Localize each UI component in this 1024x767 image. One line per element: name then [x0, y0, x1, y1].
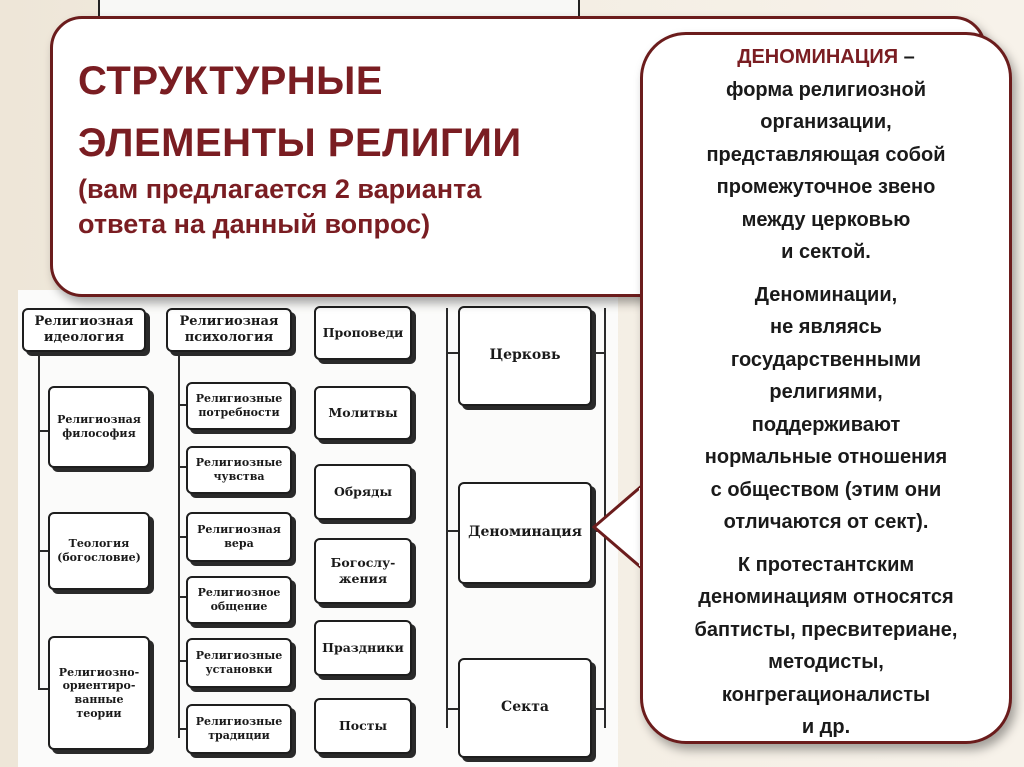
node-religious-feelings — [186, 446, 292, 494]
node-rites — [314, 464, 412, 520]
node-text: Теология — [68, 537, 130, 551]
term-dash: – — [898, 46, 915, 68]
node-prayers — [314, 386, 412, 440]
node-text: Богослу- — [330, 555, 396, 571]
node-religious-attitudes — [186, 638, 292, 688]
node-text: общение — [210, 600, 268, 613]
examples-line: и др. — [801, 716, 851, 738]
node-religious-communication — [186, 576, 292, 624]
description-line: Деноминации, — [754, 283, 898, 306]
node-text: установки — [205, 663, 273, 676]
definition-line: между церковью — [741, 208, 911, 231]
node-text: Молитвы — [328, 405, 398, 421]
connector-line — [590, 708, 604, 710]
subtitle-line-2: ответа на данный вопрос) — [78, 209, 431, 239]
node-text: Обряды — [333, 484, 393, 500]
description-line: не являясь — [770, 316, 882, 338]
connector-line — [178, 348, 180, 738]
node-text: чувства — [213, 470, 265, 483]
node-text: вера — [224, 537, 254, 550]
description-line: с обществом (этим они — [710, 478, 942, 501]
diagram-scan — [18, 290, 618, 767]
node-religious-philosophy — [48, 386, 150, 468]
node-text: жения — [338, 571, 388, 586]
definition-callout — [640, 32, 1012, 744]
connector-line — [446, 352, 458, 354]
description-line: поддерживают — [751, 413, 901, 436]
node-text: Религиозные — [195, 392, 283, 406]
node-text: традиции — [208, 729, 270, 742]
node-text: психология — [184, 330, 274, 345]
connector-line — [38, 348, 40, 688]
page-title-line-1: СТРУКТУРНЫЕ — [78, 59, 383, 103]
node-text: (богословие) — [57, 551, 141, 564]
connector-line — [446, 530, 458, 532]
node-text: Религиозная — [197, 523, 281, 537]
description-line: государственными — [730, 348, 922, 371]
description-line: нормальные отношения — [704, 446, 948, 468]
node-text: Религиозные — [195, 456, 283, 470]
connector-line — [446, 708, 458, 710]
connector-line — [446, 308, 448, 728]
node-text: Религиозные — [195, 649, 283, 663]
node-text: Религиозная — [34, 313, 134, 329]
examples-line: деноминациям относятся — [698, 586, 954, 608]
node-text: Посты — [338, 718, 388, 734]
description-line: отличаются от сект). — [723, 511, 929, 533]
node-religious-faith — [186, 512, 292, 562]
term-label: ДЕНОМИНАЦИЯ — [737, 46, 899, 68]
node-text: Религиозная — [57, 413, 141, 427]
node-religious-traditions — [186, 704, 292, 754]
node-holidays — [314, 620, 412, 676]
description-paragraph — [661, 279, 991, 539]
connector-line — [590, 352, 604, 354]
examples-line: баптисты, пресвитериане, — [694, 618, 958, 641]
node-text: идеология — [43, 330, 125, 345]
node-text: теории — [76, 706, 122, 720]
definition-line: организации, — [760, 111, 892, 133]
node-text: Религиозно- — [58, 665, 140, 679]
node-sect — [458, 658, 592, 758]
definition-paragraph — [661, 41, 991, 269]
node-sermons — [314, 306, 412, 360]
definition-line: представляющая собой — [706, 143, 946, 166]
subtitle-line-1: (вам предлагается 2 варианта — [78, 174, 482, 204]
node-church — [458, 306, 592, 406]
node-text: Деноминация — [468, 524, 582, 541]
node-denomination — [458, 482, 592, 584]
node-text: Религиозное — [197, 586, 281, 600]
node-text: Церковь — [489, 347, 561, 364]
node-text: Религиозная — [179, 313, 279, 329]
examples-line: методисты, — [768, 651, 884, 673]
node-text: ориентиро- — [62, 679, 136, 693]
title-block — [78, 50, 638, 244]
node-theology — [48, 512, 150, 590]
description-line: религиями, — [769, 381, 883, 403]
examples-line: конгрегационалисты — [721, 683, 931, 706]
node-services — [314, 538, 412, 604]
node-religious-theories — [48, 636, 150, 750]
node-text: Праздники — [322, 640, 404, 656]
node-religious-psychology — [166, 308, 292, 352]
definition-line: форма религиозной — [725, 78, 927, 101]
node-text: потребности — [198, 406, 280, 419]
definition-line: и сектой. — [781, 241, 871, 263]
definition-line: промежуточное звено — [716, 176, 936, 198]
node-text: Секта — [501, 699, 549, 716]
node-religious-ideology — [22, 308, 146, 352]
node-text: Проповеди — [322, 325, 404, 341]
examples-paragraph — [661, 549, 991, 744]
page-title-line-2: ЭЛЕМЕНТЫ РЕЛИГИИ — [78, 121, 522, 165]
node-text: ванные — [74, 693, 124, 706]
node-text: философия — [62, 427, 136, 440]
callout-pointer — [592, 484, 644, 570]
node-text: Религиозные — [195, 715, 283, 729]
node-religious-needs — [186, 382, 292, 430]
node-fasts — [314, 698, 412, 754]
examples-line: К протестантским — [737, 553, 915, 576]
